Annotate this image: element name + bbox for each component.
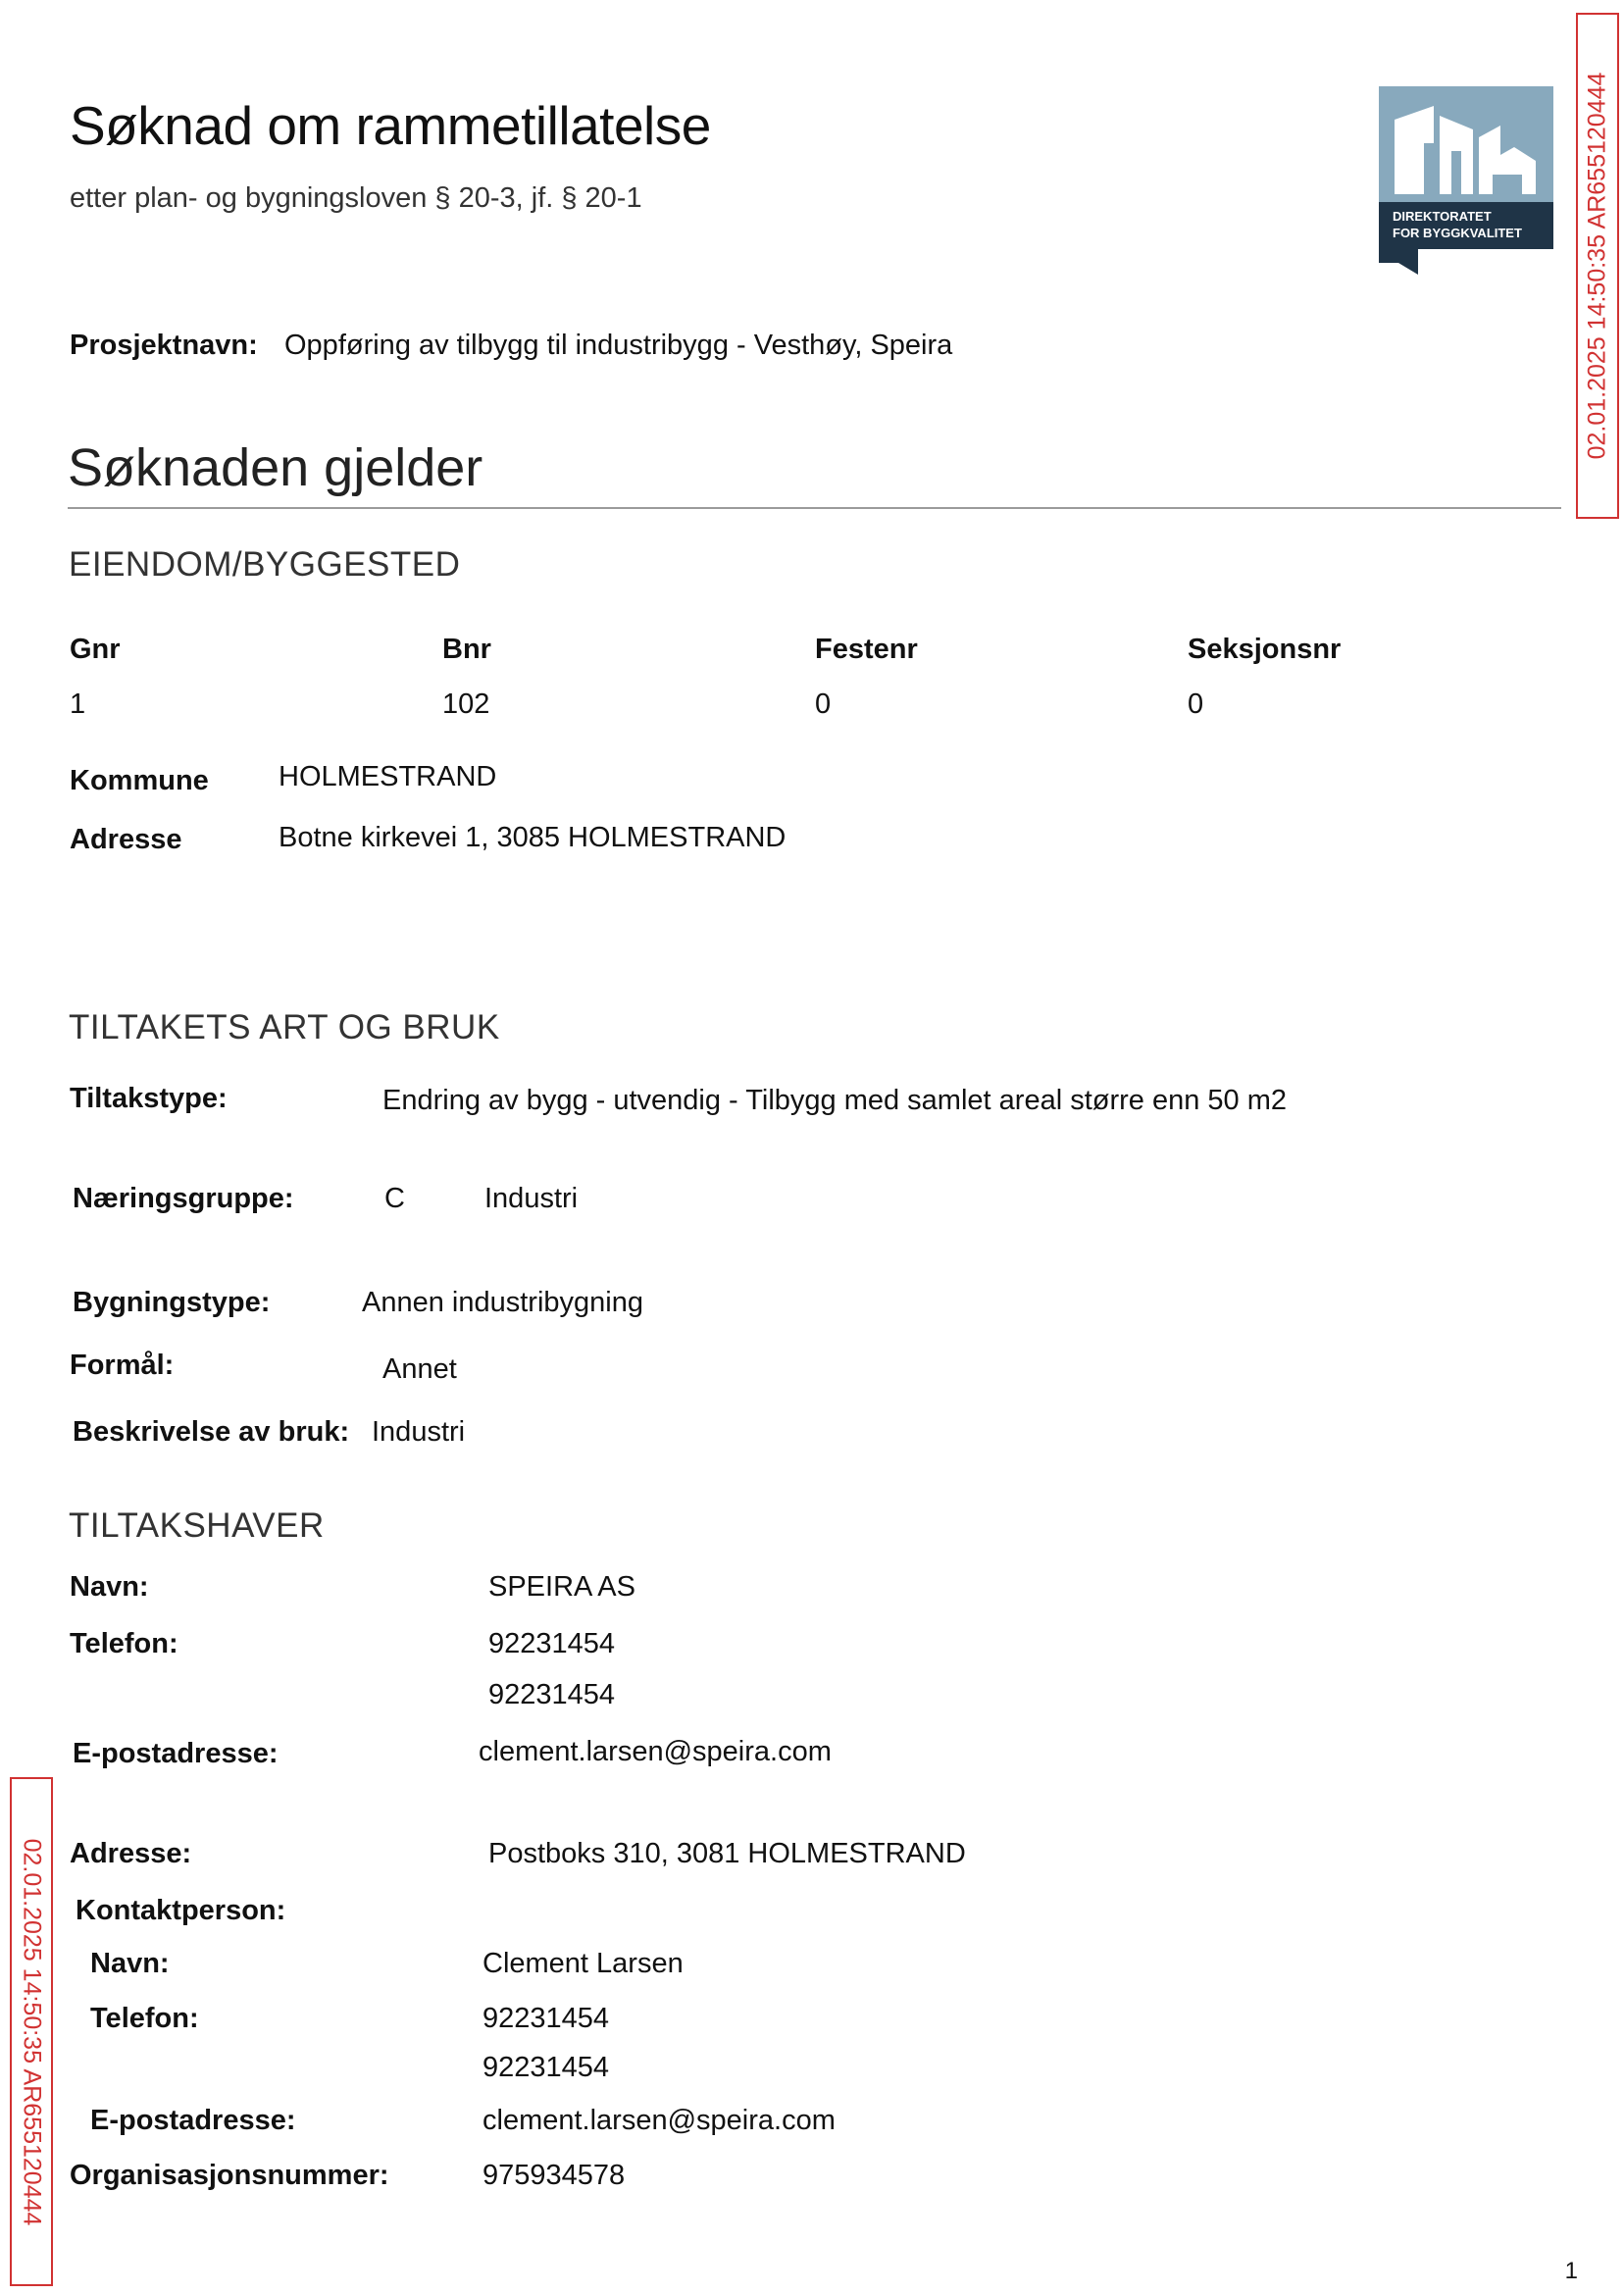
tiltak-heading: TILTAKETS ART OG BRUK bbox=[69, 1008, 500, 1046]
document-subtitle: etter plan- og bygningsloven § 20-3, jf. § 20-1 bbox=[70, 182, 642, 214]
beskrivelse-value: Industri bbox=[372, 1416, 466, 1448]
adresse-label: Adresse bbox=[70, 824, 182, 855]
dibk-logo bbox=[1379, 86, 1553, 275]
project-label: Prosjektnavn: bbox=[70, 330, 258, 361]
tiltakshaver-heading: TILTAKSHAVER bbox=[69, 1506, 325, 1545]
tiltakshaver-telefon-value-2: 92231454 bbox=[488, 1679, 616, 1710]
kontakt-epost-value: clement.larsen@speira.com bbox=[482, 2105, 836, 2136]
tiltakshaver-telefon-label: Telefon: bbox=[70, 1628, 178, 1659]
tiltakshaver-telefon-value-1: 92231454 bbox=[488, 1628, 616, 1659]
kontakt-telefon-value-1: 92231454 bbox=[482, 2003, 610, 2034]
kontakt-navn-label: Navn: bbox=[90, 1948, 170, 1979]
orgnr-value: 975934578 bbox=[482, 2160, 626, 2191]
festenr-label: Festenr bbox=[815, 634, 918, 665]
kontakt-epost-label: E-postadresse: bbox=[90, 2105, 296, 2136]
tiltakstype-label: Tiltakstype: bbox=[70, 1083, 228, 1114]
beskrivelse-label: Beskrivelse av bruk: bbox=[73, 1416, 350, 1448]
adresse-value: Botne kirkevei 1, 3085 HOLMESTRAND bbox=[279, 822, 787, 853]
gnr-label: Gnr bbox=[70, 634, 121, 665]
tiltakshaver-adresse-label: Adresse: bbox=[70, 1838, 192, 1869]
tiltakshaver-epost-value: clement.larsen@speira.com bbox=[479, 1736, 832, 1767]
svg-text:FOR BYGGKVALITET: FOR BYGGKVALITET bbox=[1393, 226, 1522, 240]
kontakt-telefon-label: Telefon: bbox=[90, 2003, 199, 2034]
project-value: Oppføring av tilbygg til industribygg - Vesthøy, Speira bbox=[284, 330, 953, 361]
archive-stamp-bottom bbox=[10, 1777, 53, 2286]
bnr-label: Bnr bbox=[442, 634, 491, 665]
gnr-value: 1 bbox=[70, 688, 86, 720]
naeringsgruppe-code: C bbox=[384, 1183, 405, 1214]
page-number: 1 bbox=[1564, 2258, 1578, 2284]
bygningstype-value: Annen industribygning bbox=[362, 1287, 643, 1318]
kommune-label: Kommune bbox=[70, 765, 209, 796]
orgnr-label: Organisasjonsnummer: bbox=[70, 2160, 389, 2191]
bnr-value: 102 bbox=[442, 688, 490, 720]
archive-stamp-top-text: 02.01.2025 14:50:35 AR655120444 bbox=[1583, 72, 1611, 460]
formal-label: Formål: bbox=[70, 1350, 175, 1381]
document-title: Søknad om rammetillatelse bbox=[70, 95, 711, 156]
seksjonsnr-value: 0 bbox=[1188, 688, 1204, 720]
svg-text:DIREKTORATET: DIREKTORATET bbox=[1393, 209, 1492, 224]
tiltakshaver-adresse-value: Postboks 310, 3081 HOLMESTRAND bbox=[488, 1838, 966, 1869]
archive-stamp-top bbox=[1576, 13, 1619, 519]
archive-stamp-bottom-text: 02.01.2025 14:50:35 AR655120444 bbox=[18, 1838, 46, 2225]
section-divider bbox=[68, 507, 1561, 509]
tiltakstype-value: Endring av bygg - utvendig - Tilbygg med samlet areal større enn 50 m2 bbox=[382, 1085, 1288, 1116]
eiendom-heading: EIENDOM/BYGGESTED bbox=[69, 545, 461, 584]
kommune-value: HOLMESTRAND bbox=[279, 761, 497, 792]
dibk-logo-icon bbox=[1379, 86, 1553, 275]
naeringsgruppe-value: Industri bbox=[484, 1183, 579, 1214]
section-title: Søknaden gjelder bbox=[68, 438, 483, 497]
kontakt-telefon-value-2: 92231454 bbox=[482, 2052, 610, 2083]
seksjonsnr-label: Seksjonsnr bbox=[1188, 634, 1342, 665]
festenr-value: 0 bbox=[815, 688, 832, 720]
tiltakshaver-navn-label: Navn: bbox=[70, 1571, 149, 1603]
tiltakshaver-navn-value: SPEIRA AS bbox=[488, 1571, 635, 1603]
kontaktperson-label: Kontaktperson: bbox=[76, 1895, 286, 1926]
bygningstype-label: Bygningstype: bbox=[73, 1287, 271, 1318]
naeringsgruppe-label: Næringsgruppe: bbox=[73, 1183, 294, 1214]
tiltakshaver-epost-label: E-postadresse: bbox=[73, 1738, 279, 1769]
formal-value: Annet bbox=[382, 1353, 457, 1385]
kontakt-navn-value: Clement Larsen bbox=[482, 1948, 684, 1979]
